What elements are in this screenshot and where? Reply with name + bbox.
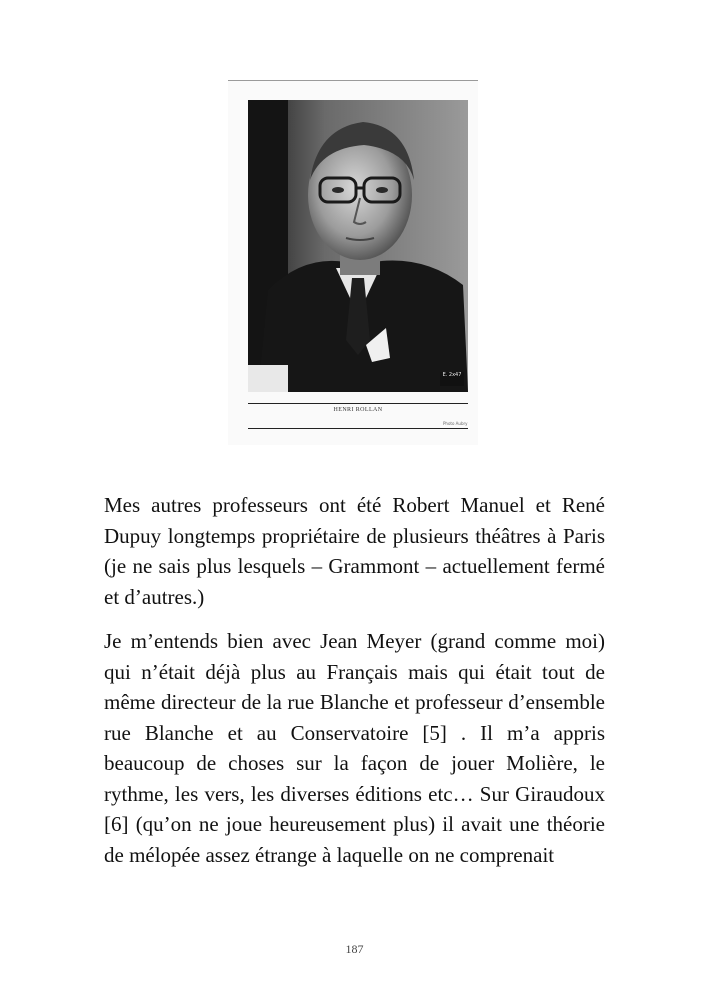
paragraph-2: Je m’entends bien avec Jean Meyer (grand comme moi) qui n’était déjà plus au Français mais qui était tout de même directeur de la rue Blanche et professeur d’ensemble rue Blanche et au Conservatoire [5] . Il m’a appris beaucoup de choses sur la façon de jouer Molière, le rythme, les vers, les diverses éditions etc… Sur Giraudoux [6] (qu’on ne joue heureusement plus) il avait une théorie de mélopée assez étrange à laquelle on ne comprenait (104, 629, 605, 867)
top-divider (228, 80, 478, 81)
page-number: 187 (345, 942, 364, 956)
photo-credit: Photo Aubry (443, 421, 468, 426)
portrait-photo (248, 100, 468, 392)
portrait-photo-card (228, 80, 478, 445)
photo-caption: HENRI ROLLAN (333, 407, 383, 413)
photo-stamp: E. 2x47 (440, 372, 464, 386)
paragraph-1: Mes autres professeurs ont été Robert Manuel et René Dupuy longtemps propriétaire de plusieurs théâtres à Paris (je ne sais plus lesquels – Grammont – actuellement fermé et d’autres.) (104, 493, 605, 609)
caption-rule-bottom (248, 428, 468, 429)
portrait-illustration (248, 100, 468, 392)
caption-rule-top (248, 403, 468, 404)
body-text (104, 490, 605, 884)
